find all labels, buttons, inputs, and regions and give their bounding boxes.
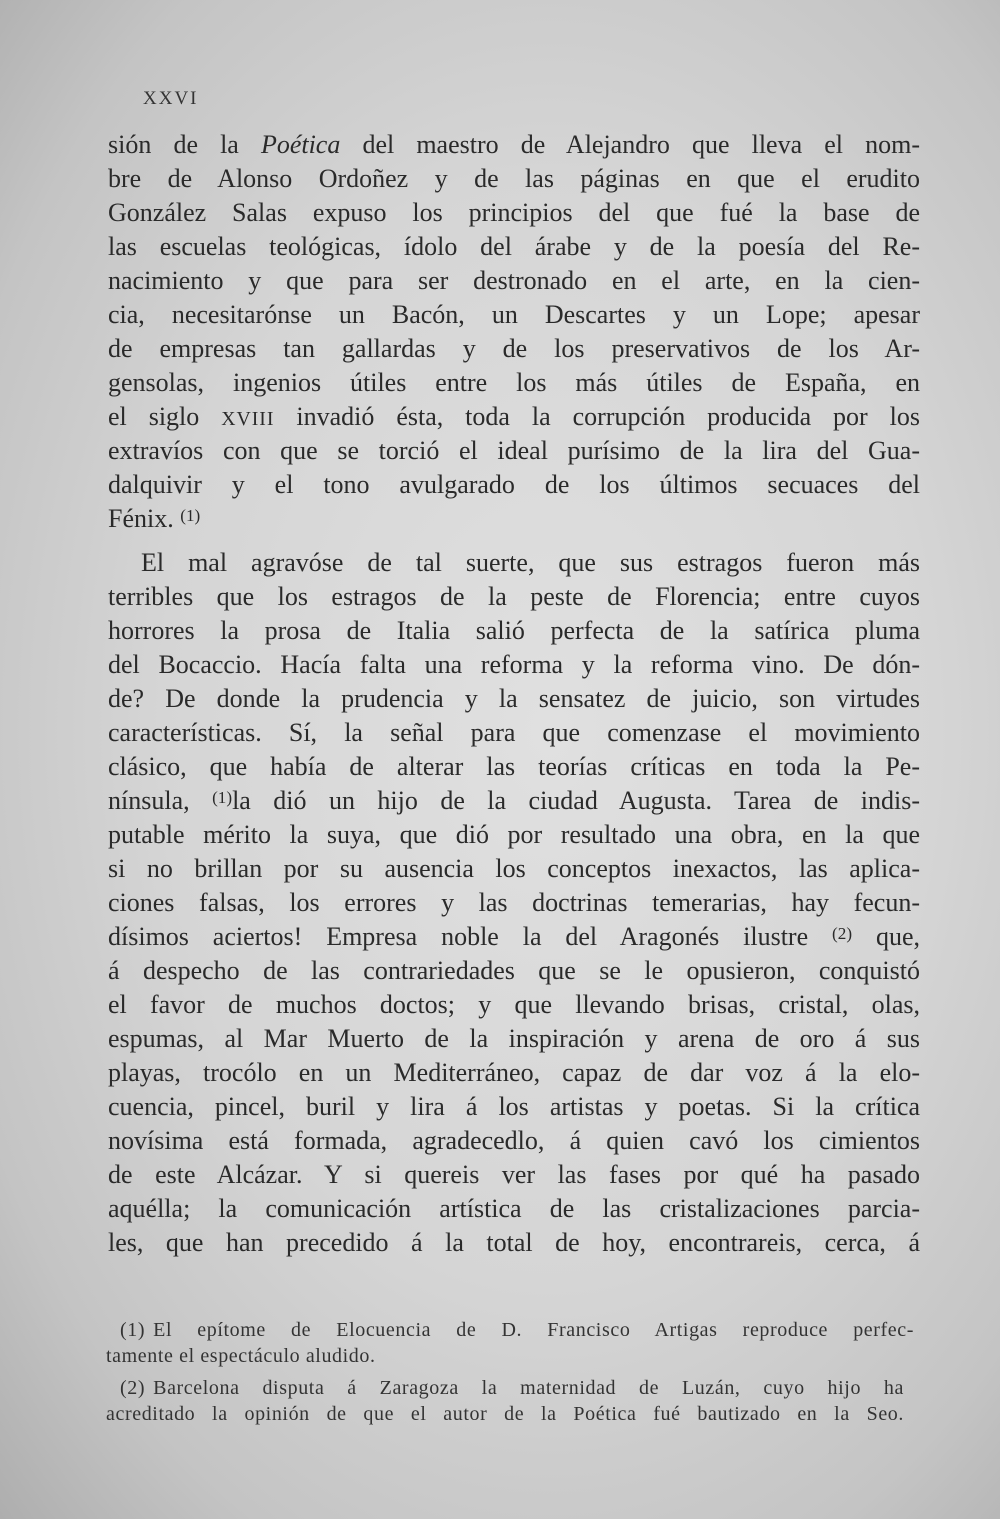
footnote-line <box>106 1317 914 1343</box>
body-line <box>108 784 920 818</box>
body-line: horrores la prosa de Italia salió perfecta de la satírica pluma <box>108 616 920 645</box>
footnote-1 <box>106 1317 914 1369</box>
body-line: espumas, al Mar Muerto de la inspiración y arena de oro á sus <box>108 1024 920 1053</box>
body-line: gensolas, ingenios útiles entre los más útiles de España, en <box>108 368 920 397</box>
footnote-ref: (1) <box>212 788 233 807</box>
line-text: del maestro de Alejandro que lleva el nom- <box>340 130 920 159</box>
body-line: cuencia, pincel, buril y lira á los artistas y poetas. Si la crítica <box>108 1092 920 1121</box>
footnote-ref: (2) <box>832 924 853 943</box>
line-text: que, <box>852 922 920 951</box>
line-text: nínsula, <box>108 786 213 815</box>
body-line: El mal agravóse de tal suerte, que sus estragos fueron más <box>141 548 920 577</box>
body-line <box>108 400 920 434</box>
body-line: putable mérito la suya, que dió por resultado una obra, en la que <box>108 820 920 849</box>
paragraph-2 <box>108 546 920 1260</box>
footnote-marker: (2) <box>120 1377 146 1399</box>
page-number: XXVI <box>143 88 199 109</box>
body-line: nacimiento y que para ser destronado en el arte, en la cien- <box>108 266 920 295</box>
body-line: las escuelas teológicas, ídolo del árabe y de la poesía del Re- <box>108 232 920 261</box>
footnote-line: acreditado la opinión de que el autor de la Poética fué bautizado en la Seo. <box>106 1403 904 1425</box>
line-text: sión de la <box>108 130 261 159</box>
body-line: novísima está formada, agradecedlo, á quien cavó los cimientos <box>108 1126 920 1155</box>
paragraph-1 <box>108 128 920 536</box>
body-line: de? De donde la prudencia y la sensatez de juicio, son virtudes <box>108 684 920 713</box>
body-line: les, que han precedido á la total de hoy, encontrareis, cerca, á <box>108 1228 920 1257</box>
footnote-text: Barcelona disputa á Zaragoza la maternidad de Luzán, cuyo hijo ha <box>153 1377 904 1399</box>
body-line: aquélla; la comunicación artística de las cristalizaciones parcia- <box>108 1194 920 1223</box>
body-line: á despecho de las contrariedades que se le opusieron, conquistó <box>108 956 920 985</box>
line-text: la dió un hijo de la ciudad Augusta. Tarea de indis- <box>232 786 920 815</box>
footnote-ref: (1) <box>180 506 201 525</box>
body-line: características. Sí, la señal para que comenzase el movimiento <box>108 718 920 747</box>
line-text: dísimos aciertos! Empresa noble la del Aragonés ilustre <box>108 922 833 951</box>
body-line: terribles que los estragos de la peste de Florencia; entre cuyos <box>108 582 920 611</box>
body-line: González Salas expuso los principios del que fué la base de <box>108 198 920 227</box>
body-line: de este Alcázar. Y si quereis ver las fases por qué ha pasado <box>108 1160 920 1189</box>
footnote-2 <box>106 1375 904 1427</box>
roman-numeral: XVIII <box>221 408 275 430</box>
footnote-line: tamente el espectáculo aludido. <box>106 1345 376 1367</box>
body-line: el favor de muchos doctos; y que llevando brisas, cristal, olas, <box>108 990 920 1019</box>
footnote-line <box>106 1375 904 1401</box>
body-line: ciones falsas, los errores y las doctrinas temerarias, hay fecun- <box>108 888 920 917</box>
footnote-text: El epítome de Elocuencia de D. Francisco Artigas reproduce perfec- <box>153 1319 914 1341</box>
body-line: clásico, que había de alterar las teorías críticas en toda la Pe- <box>108 752 920 781</box>
body-line <box>108 920 920 954</box>
line-text: el siglo <box>108 402 222 431</box>
body-line <box>108 502 920 536</box>
body-line: cia, necesitarónse un Bacón, un Descartes y un Lope; apesar <box>108 300 920 329</box>
body-line: si no brillan por su ausencia los conceptos inexactos, las aplica- <box>108 854 920 883</box>
body-line: extravíos con que se torció el ideal purísimo de la lira del Gua- <box>108 436 920 465</box>
line-text: Fénix. <box>108 504 181 533</box>
body-line <box>108 128 920 162</box>
body-line: playas, trocólo en un Mediterráneo, capaz de dar voz á la elo- <box>108 1058 920 1087</box>
line-text: invadió ésta, toda la corrupción producida por los <box>274 402 920 431</box>
body-line: de empresas tan gallardas y de los preservativos de los Ar- <box>108 334 920 363</box>
footnote-marker: (1) <box>120 1319 146 1341</box>
italic-work-title: Poética <box>260 130 341 159</box>
body-line: bre de Alonso Ordoñez y de las páginas en que el erudito <box>108 164 920 193</box>
body-line: dalquivir y el tono avulgarado de los últimos secuaces del <box>108 470 920 499</box>
body-line: del Bocaccio. Hacía falta una reforma y la reforma vino. De dón- <box>108 650 920 679</box>
